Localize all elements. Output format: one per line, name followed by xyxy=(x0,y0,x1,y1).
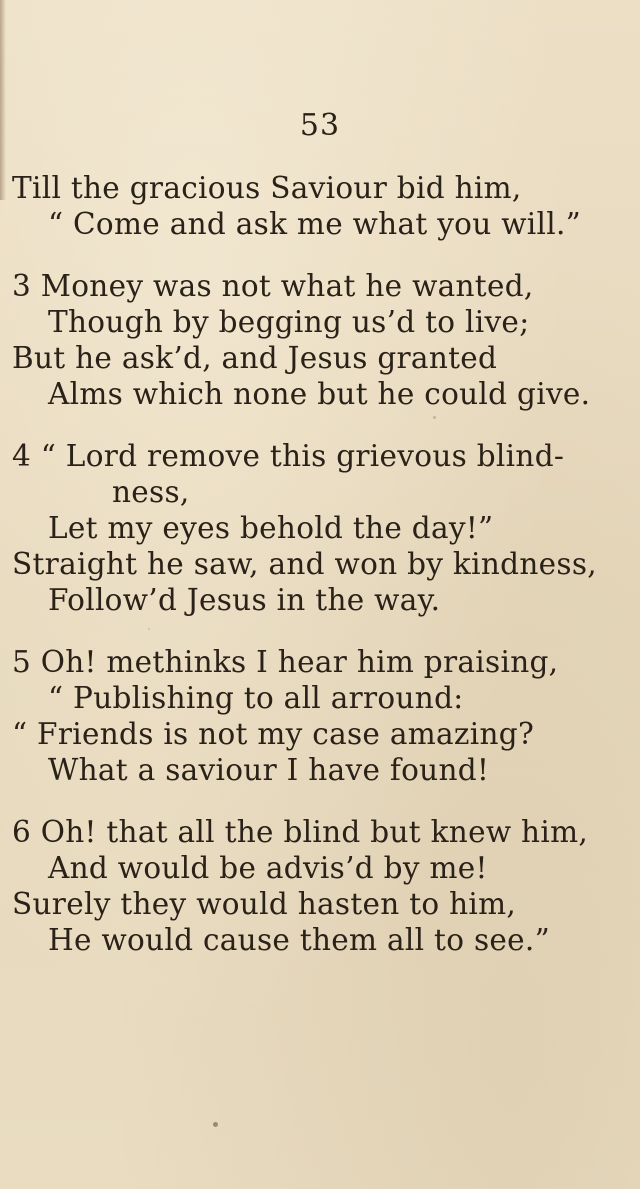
verse-line: 6 Oh! that all the blind but knew him, xyxy=(12,815,589,849)
verse-line: “ Friends is not my case amazing? xyxy=(12,717,535,751)
verse-line: “ Come and ask me what you will.” xyxy=(48,207,582,241)
verse-line: Follow’d Jesus in the way. xyxy=(48,583,441,617)
page-spine-shadow xyxy=(0,0,6,200)
verse-line: Alms which none but he could give. xyxy=(48,377,591,411)
verse-line: He would cause them all to see.” xyxy=(48,923,550,957)
verse-line: And would be advis’d by me! xyxy=(48,851,488,885)
verse-line: ness, xyxy=(112,475,190,509)
verse-line: 4 “ Lord remove this grievous blind- xyxy=(12,439,565,473)
verse-line: But he ask’d, and Jesus granted xyxy=(12,341,498,375)
verse-line: “ Publishing to all arround: xyxy=(48,681,464,715)
verse-line: Let my eyes behold the day!” xyxy=(48,511,494,545)
paper-speck xyxy=(148,628,150,630)
verse-line: 5 Oh! methinks I hear him praising, xyxy=(12,645,559,679)
paper-speck xyxy=(433,416,436,419)
verse-line: Surely they would hasten to him, xyxy=(12,887,517,921)
verse-line: What a saviour I have found! xyxy=(48,753,490,787)
page-number: 53 xyxy=(299,108,341,143)
verse-line: Till the gracious Saviour bid him, xyxy=(12,171,522,205)
paper-speck xyxy=(213,1122,218,1127)
verse-line: Though by begging us’d to live; xyxy=(48,305,530,339)
verse-line: Straight he saw, and won by kindness, xyxy=(12,547,597,581)
verse-line: 3 Money was not what he wanted, xyxy=(12,269,534,303)
